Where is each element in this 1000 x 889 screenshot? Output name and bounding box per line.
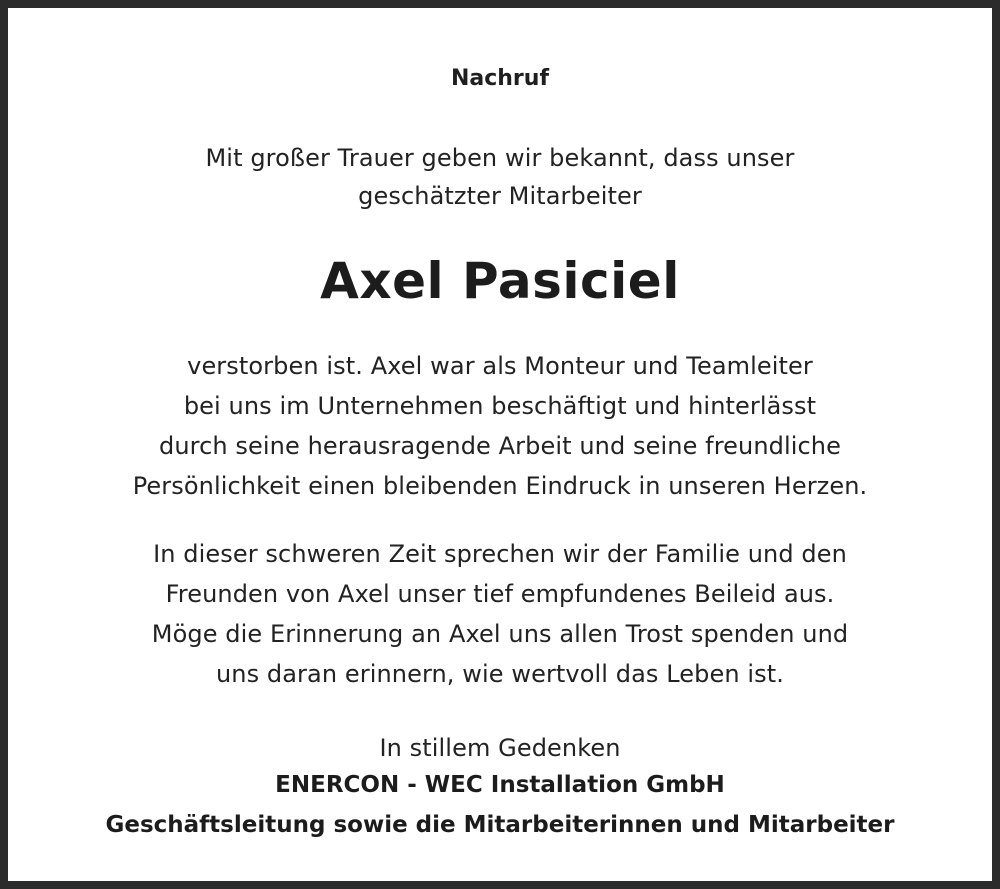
paragraph-line: In dieser schweren Zeit sprechen wir der Familie und den <box>153 540 847 568</box>
paragraph-line: verstorben ist. Axel war als Monteur und Teamleiter <box>187 352 813 380</box>
paragraph-line: bei uns im Unternehmen beschäftigt und hinterlässt <box>183 392 817 420</box>
closing-line: In stillem Gedenken <box>379 734 621 762</box>
company-name: ENERCON - WEC Installation GmbH <box>275 772 725 798</box>
paragraph-line: Freunden von Axel unser tief empfundenes Beileid aus. <box>165 580 835 608</box>
deceased-name: Axel Pasiciel <box>320 252 680 310</box>
notice-content <box>16 16 984 873</box>
signatories: Geschäftsleitung sowie die Mitarbeiterinnen und Mitarbeiter <box>105 812 895 838</box>
intro-line: Mit großer Trauer geben wir bekannt, dass unser <box>205 144 795 172</box>
paragraph-line: Möge die Erinnerung an Axel uns allen Trost spenden und <box>151 620 849 648</box>
intro-line: geschätzter Mitarbeiter <box>358 182 642 210</box>
paragraph-line: Persönlichkeit einen bleibenden Eindruck in unseren Herzen. <box>132 472 868 500</box>
paragraph-line: uns daran erinnern, wie wertvoll das Leben ist. <box>215 660 785 688</box>
paragraph-line: durch seine herausragende Arbeit und seine freundliche <box>159 432 841 460</box>
notice-heading: Nachruf <box>450 66 550 91</box>
